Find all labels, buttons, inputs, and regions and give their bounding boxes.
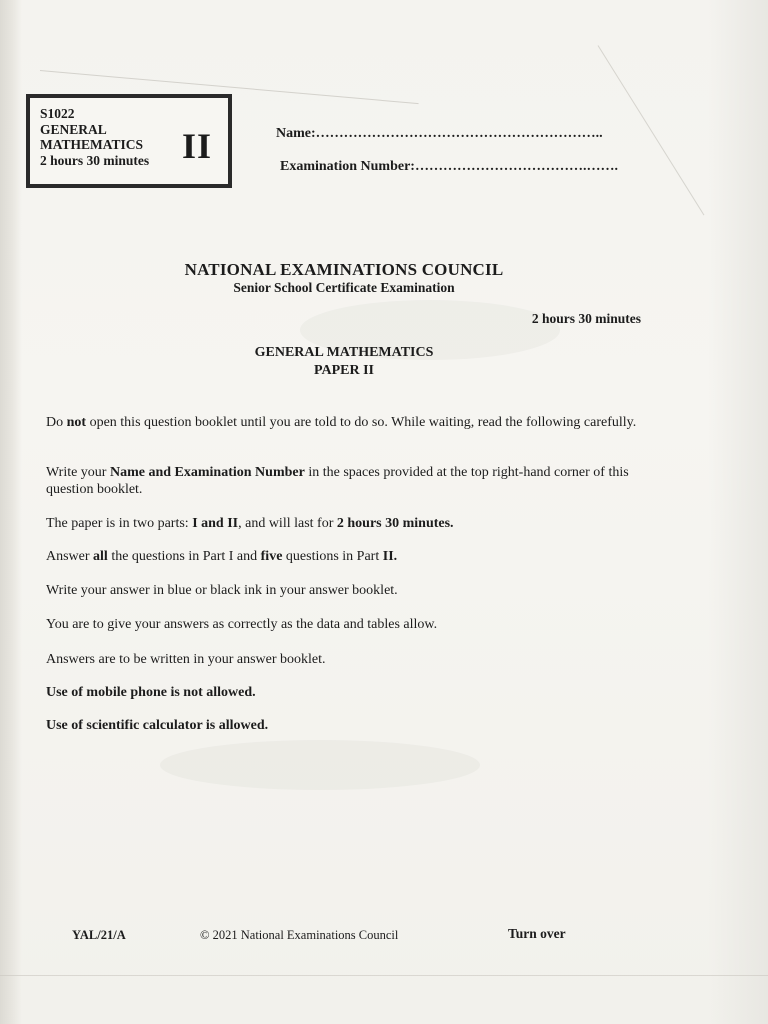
instruction-text: open this question booklet until you are told to do so. While waiting, read the following carefully. (86, 415, 637, 430)
subject-line-2: MATHEMATICS (40, 137, 144, 152)
exam-subtitle: Senior School Certificate Examination (233, 280, 455, 295)
paper-crease (0, 975, 768, 976)
instruction-text: the questions in Part I and (107, 549, 261, 564)
instruction-text: questions in Part (282, 549, 383, 564)
instruction-text: in the spaces provided at the top right-hand corner of this question booklet. (46, 465, 629, 497)
subject-title: GENERAL MATHEMATICS (254, 345, 434, 360)
instruction-emphasis: five (260, 549, 283, 564)
paper-code: S1022 (40, 106, 75, 121)
instruction-emphasis: II. (382, 549, 398, 564)
instruction-text: The paper is in two parts: (46, 516, 193, 531)
print-through-smudge (160, 740, 480, 790)
instruction-emphasis: Name and Examination Number (109, 465, 305, 480)
paper-numeral: II (182, 126, 213, 166)
box-duration: 2 hours 30 minutes (40, 152, 150, 168)
instruction-accuracy: You are to give your answers as correctly as the data and tables allow. (46, 617, 438, 632)
worn-left-edge (0, 0, 22, 1024)
instruction-mobile-phone: Use of mobile phone is not allowed. (46, 685, 256, 700)
instruction-text: Write your (46, 465, 110, 480)
instruction-answer-questions (46, 548, 646, 565)
examination-number-field[interactable]: Examination Number:……………………………….……. (280, 159, 618, 174)
subject-line-1: GENERAL (40, 121, 107, 137)
council-title: NATIONAL EXAMINATIONS COUNCIL (184, 260, 504, 279)
instruction-answer-booklet: Answers are to be written in your answer booklet. (46, 652, 326, 667)
exam-duration: 2 hours 30 minutes (531, 311, 641, 326)
instruction-emphasis: I and II (192, 516, 239, 531)
instruction-emphasis: all (93, 549, 108, 564)
worn-right-edge (708, 0, 768, 1024)
instruction-ink: Write your answer in blue or black ink in your answer booklet. (46, 583, 398, 598)
instruction-paper-parts (46, 515, 646, 532)
instruction-emphasis: not (66, 415, 87, 430)
instruction-text: , and will last for (238, 516, 337, 531)
instruction-text: Do (46, 415, 67, 430)
paper-label: PAPER II (313, 363, 375, 378)
instruction-text: Answer (46, 549, 94, 564)
instruction-emphasis: 2 hours 30 minutes. (336, 516, 454, 531)
turn-over-label: Turn over (508, 926, 566, 941)
instruction-write-name (46, 464, 646, 498)
instruction-do-not-open (46, 414, 646, 431)
paper-crease (598, 45, 705, 215)
instruction-calculator: Use of scientific calculator is allowed. (46, 718, 269, 733)
paper-code-box (26, 94, 232, 188)
footer-copyright: © 2021 National Examinations Council (200, 928, 399, 942)
footer-code: YAL/21/A (72, 928, 126, 942)
name-field[interactable]: Name:…………………………………………………….. (276, 126, 603, 141)
